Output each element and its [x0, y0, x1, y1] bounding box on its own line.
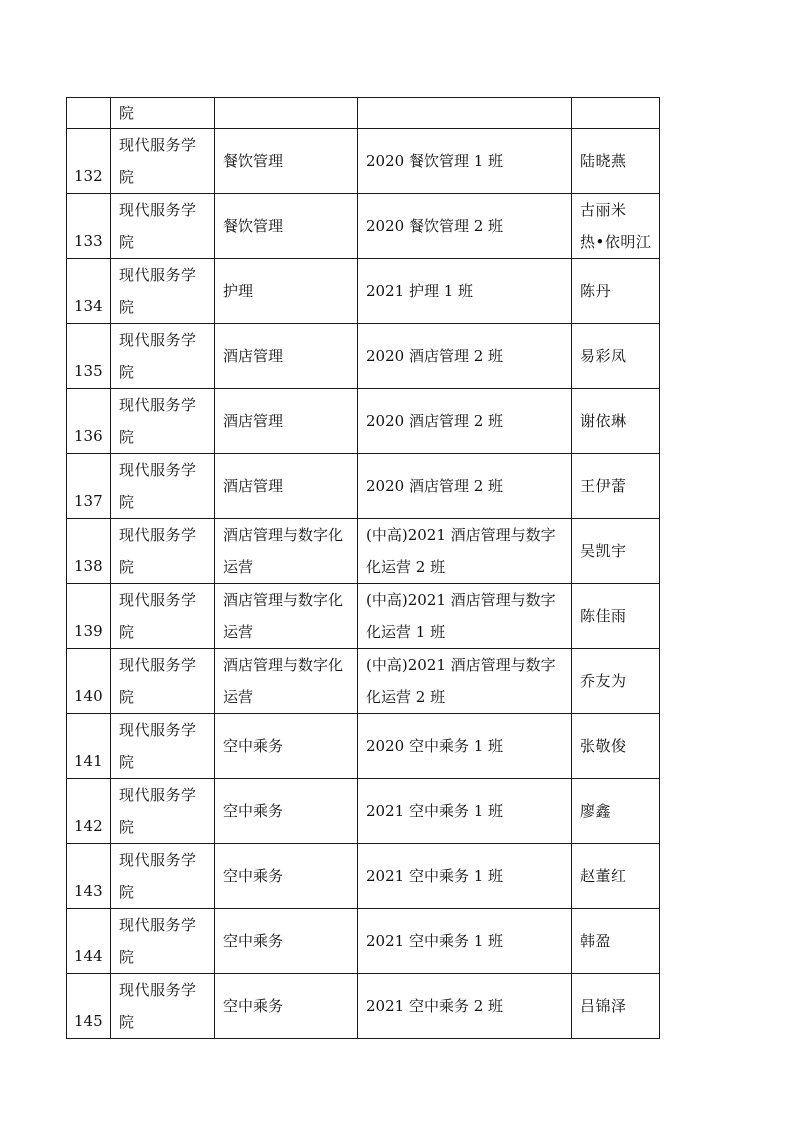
- class-cell: [358, 259, 572, 324]
- row-number-cell-text: 143: [74, 882, 103, 900]
- student-name-cell: [572, 389, 660, 454]
- student-name-cell: [572, 129, 660, 194]
- college-cell: [111, 584, 215, 649]
- student-name-cell-text: 乔友为: [580, 672, 627, 690]
- class-cell-text: 2021 空中乘务 1 班: [366, 867, 504, 885]
- student-name-cell: [572, 519, 660, 584]
- college-cell: [111, 844, 215, 909]
- student-name-cell: [572, 194, 660, 259]
- student-name-cell-text: 王伊蕾: [580, 477, 627, 495]
- major-cell: [215, 324, 358, 389]
- student-name-cell: [572, 779, 660, 844]
- row-number-cell: [67, 909, 111, 974]
- table-row: [67, 779, 660, 844]
- class-cell-text: 2020 空中乘务 1 班: [366, 737, 504, 755]
- class-cell: [358, 324, 572, 389]
- student-name-cell: [572, 324, 660, 389]
- row-number-cell-text: 141: [74, 752, 103, 770]
- table-row: [67, 649, 660, 714]
- row-number-cell: [67, 584, 111, 649]
- college-cell-text: 现代服务学 院: [119, 591, 197, 641]
- college-cell-text: 现代服务学 院: [119, 981, 197, 1031]
- row-number-cell-text: 134: [74, 297, 103, 315]
- row-number-cell-text: 135: [74, 362, 103, 380]
- table-row: [67, 194, 660, 259]
- major-cell-text: 空中乘务: [223, 932, 284, 950]
- major-cell-text: 护理: [223, 282, 254, 300]
- major-cell-text: 空中乘务: [223, 997, 284, 1015]
- class-cell-text: 2020 酒店管理 2 班: [366, 477, 504, 495]
- student-name-cell: [572, 98, 660, 129]
- table-row: [67, 584, 660, 649]
- student-name-cell: [572, 974, 660, 1039]
- college-cell: [111, 454, 215, 519]
- college-cell: [111, 98, 215, 129]
- row-number-cell-text: 145: [74, 1012, 103, 1030]
- class-cell-text: 2021 空中乘务 2 班: [366, 997, 504, 1015]
- class-cell: [358, 714, 572, 779]
- college-cell: [111, 909, 215, 974]
- student-name-cell-text: 古丽米 热•依明江: [580, 201, 652, 251]
- major-cell-text: 酒店管理: [223, 477, 284, 495]
- college-cell: [111, 324, 215, 389]
- table-row: [67, 324, 660, 389]
- student-name-cell-text: 张敬俊: [580, 737, 627, 755]
- college-cell-text: 现代服务学 院: [119, 656, 197, 706]
- class-cell: [358, 519, 572, 584]
- college-cell-text: 院: [119, 104, 135, 122]
- class-cell: [358, 194, 572, 259]
- student-name-cell-text: 陈丹: [580, 282, 612, 300]
- student-name-cell-text: 吴凯宇: [580, 542, 627, 560]
- table-row: [67, 714, 660, 779]
- major-cell: [215, 649, 358, 714]
- college-cell-text: 现代服务学 院: [119, 721, 197, 771]
- row-number-cell: [67, 259, 111, 324]
- class-cell: [358, 389, 572, 454]
- class-cell: [358, 844, 572, 909]
- major-cell-text: 酒店管理: [223, 412, 284, 430]
- table-row: [67, 909, 660, 974]
- college-cell-text: 现代服务学 院: [119, 526, 197, 576]
- row-number-cell: [67, 779, 111, 844]
- class-cell: [358, 584, 572, 649]
- class-cell: [358, 909, 572, 974]
- major-cell-text: 酒店管理与数字化 运营: [223, 591, 344, 641]
- major-cell: [215, 714, 358, 779]
- student-name-cell: [572, 649, 660, 714]
- major-cell: [215, 259, 358, 324]
- row-number-cell-text: 140: [74, 687, 103, 705]
- row-number-cell: [67, 194, 111, 259]
- table-row: [67, 98, 660, 129]
- major-cell: [215, 844, 358, 909]
- row-number-cell: [67, 649, 111, 714]
- major-cell-text: 酒店管理与数字化 运营: [223, 656, 344, 706]
- class-cell: [358, 129, 572, 194]
- table-row: [67, 129, 660, 194]
- major-cell: [215, 454, 358, 519]
- college-cell-text: 现代服务学 院: [119, 266, 197, 316]
- major-cell: [215, 974, 358, 1039]
- row-number-cell-text: 133: [74, 232, 103, 250]
- student-name-cell: [572, 259, 660, 324]
- class-cell-text: 2020 餐饮管理 1 班: [366, 152, 504, 170]
- row-number-cell: [67, 454, 111, 519]
- major-cell: [215, 519, 358, 584]
- student-name-cell: [572, 584, 660, 649]
- row-number-cell: [67, 974, 111, 1039]
- major-cell: [215, 389, 358, 454]
- major-cell: [215, 779, 358, 844]
- class-cell-text: 2020 酒店管理 2 班: [366, 347, 504, 365]
- major-cell: [215, 194, 358, 259]
- major-cell-text: 餐饮管理: [223, 152, 284, 170]
- row-number-cell: [67, 714, 111, 779]
- major-cell: [215, 98, 358, 129]
- college-cell-text: 现代服务学 院: [119, 396, 197, 446]
- class-cell-text: (中高)2021 酒店管理与数字 化运营 2 班: [366, 656, 556, 706]
- table-row: [67, 519, 660, 584]
- major-cell-text: 空中乘务: [223, 802, 284, 820]
- college-cell: [111, 259, 215, 324]
- row-number-cell: [67, 324, 111, 389]
- major-cell-text: 酒店管理与数字化 运营: [223, 526, 344, 576]
- row-number-cell: [67, 844, 111, 909]
- class-cell-text: 2021 护理 1 班: [366, 282, 474, 300]
- college-cell: [111, 194, 215, 259]
- college-cell-text: 现代服务学 院: [119, 786, 197, 836]
- college-cell-text: 现代服务学 院: [119, 461, 197, 511]
- student-name-cell-text: 陈佳雨: [580, 607, 627, 625]
- class-cell-text: (中高)2021 酒店管理与数字 化运营 1 班: [366, 591, 556, 641]
- college-cell: [111, 519, 215, 584]
- class-cell: [358, 98, 572, 129]
- table-row: [67, 389, 660, 454]
- class-cell-text: 2020 餐饮管理 2 班: [366, 217, 504, 235]
- college-cell: [111, 714, 215, 779]
- student-name-cell: [572, 844, 660, 909]
- class-cell: [358, 974, 572, 1039]
- row-number-cell-text: 132: [74, 167, 103, 185]
- college-cell: [111, 974, 215, 1039]
- student-name-cell: [572, 909, 660, 974]
- row-number-cell: [67, 129, 111, 194]
- major-cell: [215, 909, 358, 974]
- major-cell-text: 空中乘务: [223, 867, 284, 885]
- college-cell-text: 现代服务学 院: [119, 136, 197, 186]
- row-number-cell-text: 138: [74, 557, 103, 575]
- major-cell-text: 餐饮管理: [223, 217, 284, 235]
- class-cell: [358, 779, 572, 844]
- student-name-cell-text: 廖鑫: [580, 802, 612, 820]
- table-row: [67, 844, 660, 909]
- class-cell-text: 2021 空中乘务 1 班: [366, 802, 504, 820]
- college-cell-text: 现代服务学 院: [119, 201, 197, 251]
- college-cell-text: 现代服务学 院: [119, 331, 197, 381]
- major-cell: [215, 129, 358, 194]
- college-cell: [111, 129, 215, 194]
- class-cell: [358, 454, 572, 519]
- table-row: [67, 454, 660, 519]
- row-number-cell-text: 136: [74, 427, 103, 445]
- student-name-cell-text: 谢依琳: [580, 412, 627, 430]
- major-cell: [215, 584, 358, 649]
- row-number-cell-text: 139: [74, 622, 103, 640]
- roster-body: [67, 98, 660, 1039]
- row-number-cell-text: 137: [74, 492, 103, 510]
- table-row: [67, 259, 660, 324]
- student-name-cell: [572, 454, 660, 519]
- row-number-cell: [67, 519, 111, 584]
- student-name-cell-text: 韩盈: [580, 932, 612, 950]
- college-cell: [111, 389, 215, 454]
- major-cell-text: 空中乘务: [223, 737, 284, 755]
- student-roster-table: [66, 97, 660, 1039]
- college-cell: [111, 779, 215, 844]
- table-row: [67, 974, 660, 1039]
- college-cell: [111, 649, 215, 714]
- row-number-cell: [67, 389, 111, 454]
- college-cell-text: 现代服务学 院: [119, 916, 197, 966]
- college-cell-text: 现代服务学 院: [119, 851, 197, 901]
- row-number-cell: [67, 98, 111, 129]
- student-name-cell-text: 吕锦泽: [580, 997, 627, 1015]
- student-name-cell-text: 陆晓燕: [580, 152, 627, 170]
- class-cell-text: 2021 空中乘务 1 班: [366, 932, 504, 950]
- student-name-cell: [572, 714, 660, 779]
- major-cell-text: 酒店管理: [223, 347, 284, 365]
- class-cell: [358, 649, 572, 714]
- student-name-cell-text: 赵董红: [580, 867, 627, 885]
- class-cell-text: 2020 酒店管理 2 班: [366, 412, 504, 430]
- student-name-cell-text: 易彩凤: [580, 347, 627, 365]
- row-number-cell-text: 142: [74, 817, 103, 835]
- class-cell-text: (中高)2021 酒店管理与数字 化运营 2 班: [366, 526, 556, 576]
- row-number-cell-text: 144: [74, 947, 103, 965]
